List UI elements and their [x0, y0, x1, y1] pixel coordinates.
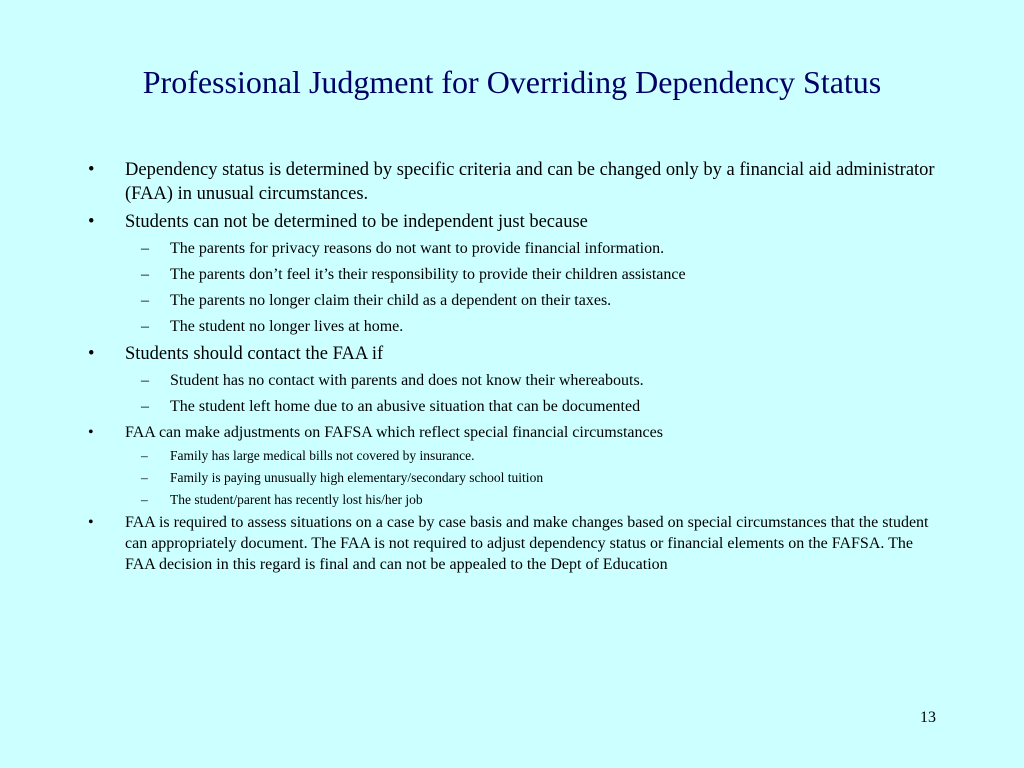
sub-list-item-text: The parents for privacy reasons do not want to provide financial information. — [170, 240, 665, 257]
sub-list-item — [141, 290, 936, 312]
dash-icon: – — [141, 492, 148, 507]
bullet-icon: • — [88, 212, 95, 232]
bullet-icon: • — [88, 424, 94, 441]
sub-list-item — [141, 468, 936, 487]
sub-list-item — [141, 316, 936, 338]
bullet-list — [86, 158, 936, 578]
dash-icon: – — [141, 266, 149, 283]
bullet-icon: • — [88, 514, 94, 531]
dash-icon: – — [141, 318, 149, 335]
sub-list-item — [141, 446, 936, 465]
sub-list-item-text: Family has large medical bills not covered by insurance. — [170, 448, 475, 463]
sub-list-item-text: The student/parent has recently lost his/her job — [170, 492, 423, 507]
list-item-text: Dependency status is determined by specific criteria and can be changed only by a financial aid administrator (FAA) in unusual circumstances. — [125, 160, 935, 204]
list-item-text: FAA is required to assess situations on a case by case basis and make changes based on special circumstances that the student can appropriately document. The FAA is not required to adjust dependency status or financial elements on the FAFSA. The FAA decision in this regard is final and can not be appealed to the Dept of Education — [125, 514, 929, 573]
list-item-text: Students can not be determined to be independent just because — [125, 212, 588, 232]
sub-list-item — [141, 396, 936, 418]
dash-icon: – — [141, 470, 148, 485]
dash-icon: – — [141, 372, 149, 389]
list-item — [86, 210, 936, 234]
slide-title: Professional Judgment for Overriding Dependency Status — [142, 64, 882, 100]
sub-list-item-text: The parents don’t feel it’s their responsibility to provide their children assistance — [170, 266, 686, 283]
sub-list-item — [141, 490, 936, 509]
list-item — [86, 158, 936, 206]
page-number: 13 — [920, 709, 936, 726]
list-item — [86, 342, 936, 366]
list-item — [86, 512, 936, 575]
sub-list-item-text: Student has no contact with parents and does not know their whereabouts. — [170, 372, 644, 389]
sub-list-item-text: Family is paying unusually high elementary/secondary school tuition — [170, 470, 544, 485]
list-item-text: Students should contact the FAA if — [125, 344, 384, 364]
sub-list-item-text: The student left home due to an abusive situation that can be documented — [170, 398, 641, 415]
list-item — [86, 422, 936, 443]
sub-list-item — [141, 370, 936, 392]
dash-icon: – — [141, 240, 149, 257]
sub-list-item-text: The parents no longer claim their child as a dependent on their taxes. — [170, 292, 612, 309]
sub-list-item-text: The student no longer lives at home. — [170, 318, 404, 335]
list-item-text: FAA can make adjustments on FAFSA which reflect special financial circumstances — [125, 424, 663, 441]
sub-list-item — [141, 238, 936, 260]
sub-list-item — [141, 264, 936, 286]
dash-icon: – — [141, 448, 148, 463]
dash-icon: – — [141, 398, 149, 415]
bullet-icon: • — [88, 344, 95, 364]
bullet-icon: • — [88, 160, 95, 180]
dash-icon: – — [141, 292, 149, 309]
